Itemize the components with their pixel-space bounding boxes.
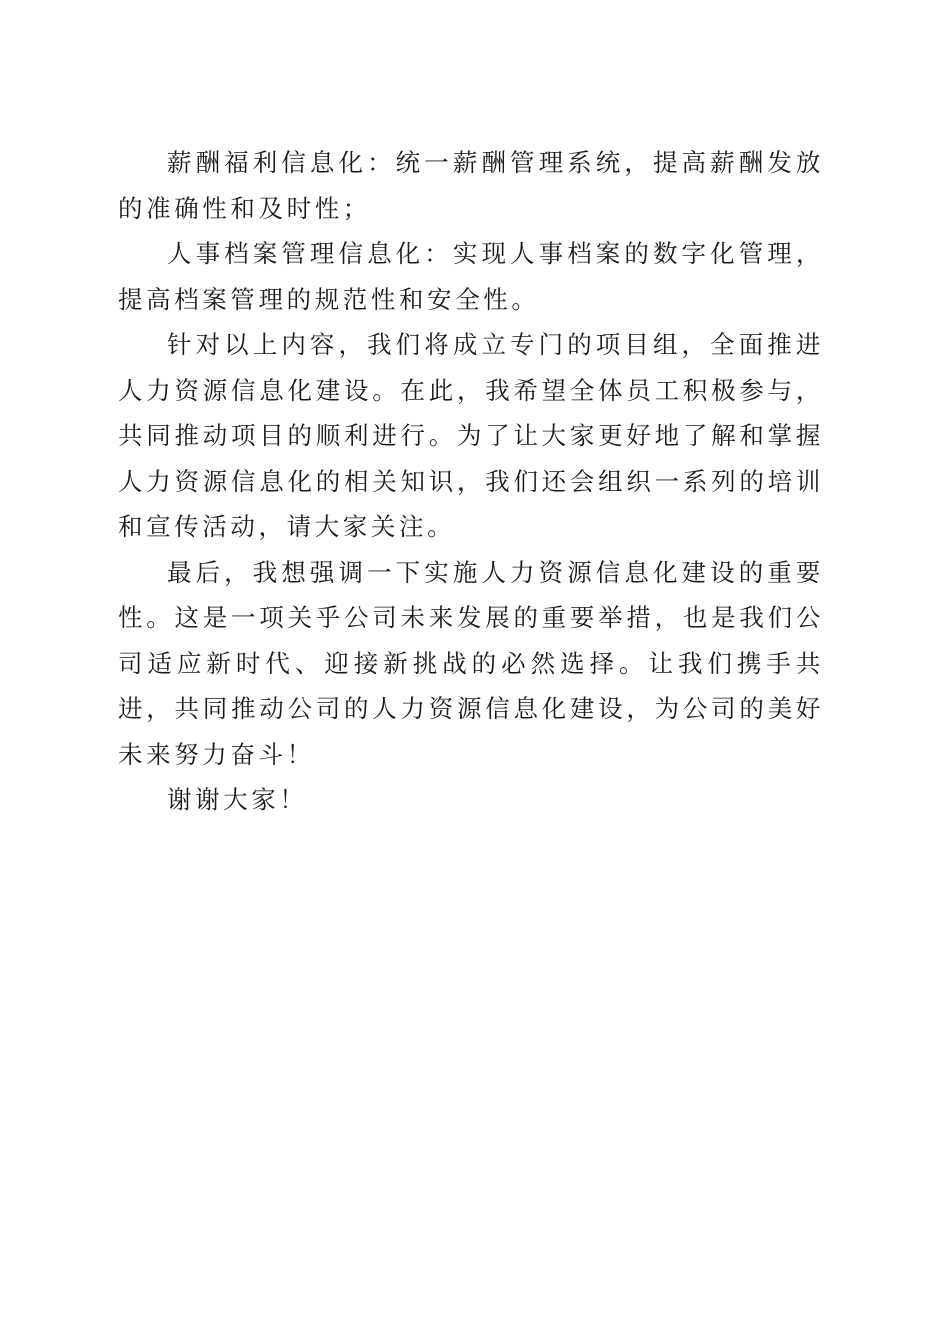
paragraph-salary-welfare: 薪酬福利信息化：统一薪酬管理系统，提高薪酬发放的准确性和及时性； bbox=[118, 148, 824, 223]
paragraph-thanks: 谢谢大家！ bbox=[167, 785, 308, 814]
paragraph-importance: 最后，我想强调一下实施人力资源信息化建设的重要性。这是一项关乎公司未来发展的重要举措，也是我们公司适应新时代、迎接新挑战的必然选择。让我们携手共进，共同推动公司的人力资源信息化建设，为公司的美好未来努力奋斗！ bbox=[118, 557, 824, 769]
paragraph-personnel-archives: 人事档案管理信息化：实现人事档案的数字化管理，提高档案管理的规范性和安全性。 bbox=[118, 239, 824, 314]
paragraph-project-team: 针对以上内容，我们将成立专门的项目组，全面推进人力资源信息化建设。在此，我希望全体员工积极参与，共同推动项目的顺利进行。为了让大家更好地了解和掌握人力资源信息化的相关知识，我们还会组织一系列的培训和宣传活动，请大家关注。 bbox=[118, 330, 824, 541]
document-body bbox=[118, 140, 824, 823]
